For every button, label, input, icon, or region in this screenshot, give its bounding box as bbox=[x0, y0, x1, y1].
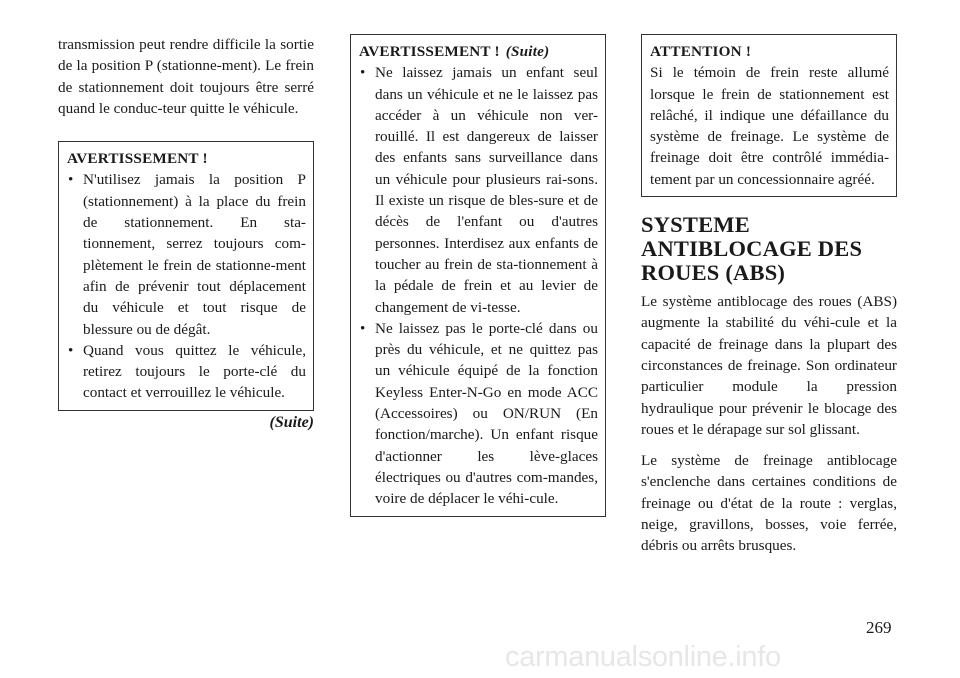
attention-text: Si le témoin de frein reste allumé lorsque le frein de stationnement est relâché, il indique une défaillance du système de freinage. Le système de freinage doit être contrôlé immédia-tement par un concessionnaire agréé. bbox=[650, 64, 889, 188]
warning-list bbox=[67, 169, 306, 403]
attention-box bbox=[641, 34, 897, 197]
warning-list bbox=[359, 62, 598, 509]
column-left bbox=[58, 34, 314, 433]
warning-item: • Quand vous quittez le véhicule, retirez toujours le porte-clé du contact et verrouillez le véhicule. bbox=[67, 340, 306, 404]
watermark: carmanualsonline.info bbox=[505, 641, 781, 673]
warning-title: AVERTISSEMENT ! bbox=[67, 150, 208, 168]
warning-item: • Ne laissez pas le porte-clé dans ou près du véhicule, et ne quittez pas un véhicule équipé de la fonction Keyless Enter-N-Go en mode ACC (Accessoires) ou ON/RUN (En fonction/marche). Un enfant risque d'actionner les lève-glaces électriques ou d'autres com-mandes, voire de déplacer le véhi-cule. bbox=[359, 318, 598, 510]
column-middle bbox=[350, 34, 606, 517]
column-right bbox=[641, 34, 897, 567]
attention-title: ATTENTION ! bbox=[650, 43, 752, 60]
warning-box bbox=[58, 141, 314, 411]
section-title: SYSTEME ANTIBLOCAGE DES ROUES (ABS) bbox=[641, 212, 863, 286]
warning-item: • N'utilisez jamais la position P (stationnement) à la place du frein de stationnement. En sta-tionnement, serrez toujours com-plètement le frein de stationne-ment afin de prévenir tout déplacement du véhicule et tout risque de blessure ou de dégât. bbox=[67, 169, 306, 339]
body-paragraph: Le système antiblocage des roues (ABS) augmente la stabilité du véhi-cule et la capacité de freinage dans la plupart des circonstances de freinage. Son ordinateur particulier module la pression hydraulique pour prévenir le blocage des roues et le dérapage sur sol glissant. bbox=[641, 293, 897, 438]
body-paragraph: Le système de freinage antiblocage s'enclenche dans certaines conditions de freinage ou d'état de la route : verglas, neige, gravillons, bosses, voie ferrée, débris ou arrêts brusques. bbox=[641, 452, 897, 555]
page-number: 269 bbox=[866, 618, 892, 637]
warning-title-text: AVERTISSEMENT ! bbox=[359, 43, 500, 60]
continued-label: (Suite) bbox=[269, 413, 314, 431]
warning-box-continued bbox=[350, 34, 606, 517]
intro-paragraph: transmission peut rendre difficile la sortie de la position P (stationne-ment). Le frein de stationnement doit toujours être serré quand le conduc-teur quitte le véhicule. bbox=[58, 36, 314, 117]
warning-item: • Ne laissez jamais un enfant seul dans un véhicule et ne le laissez pas accéder à un véhicule non ver-rouillé. Il est dangereux de laisser des enfants sans surveillance dans un véhicule pour plusieurs rai-sons. Il existe un risque de bles-sure et de décès de l'enfant ou d'autres personnes. Interdisez aux enfants de toucher au frein de sta-tionnement à la pédale de frein et au levier de changement de vi-tesse. bbox=[359, 62, 598, 318]
warning-title bbox=[359, 41, 598, 62]
continued-label: (Suite) bbox=[505, 43, 550, 60]
